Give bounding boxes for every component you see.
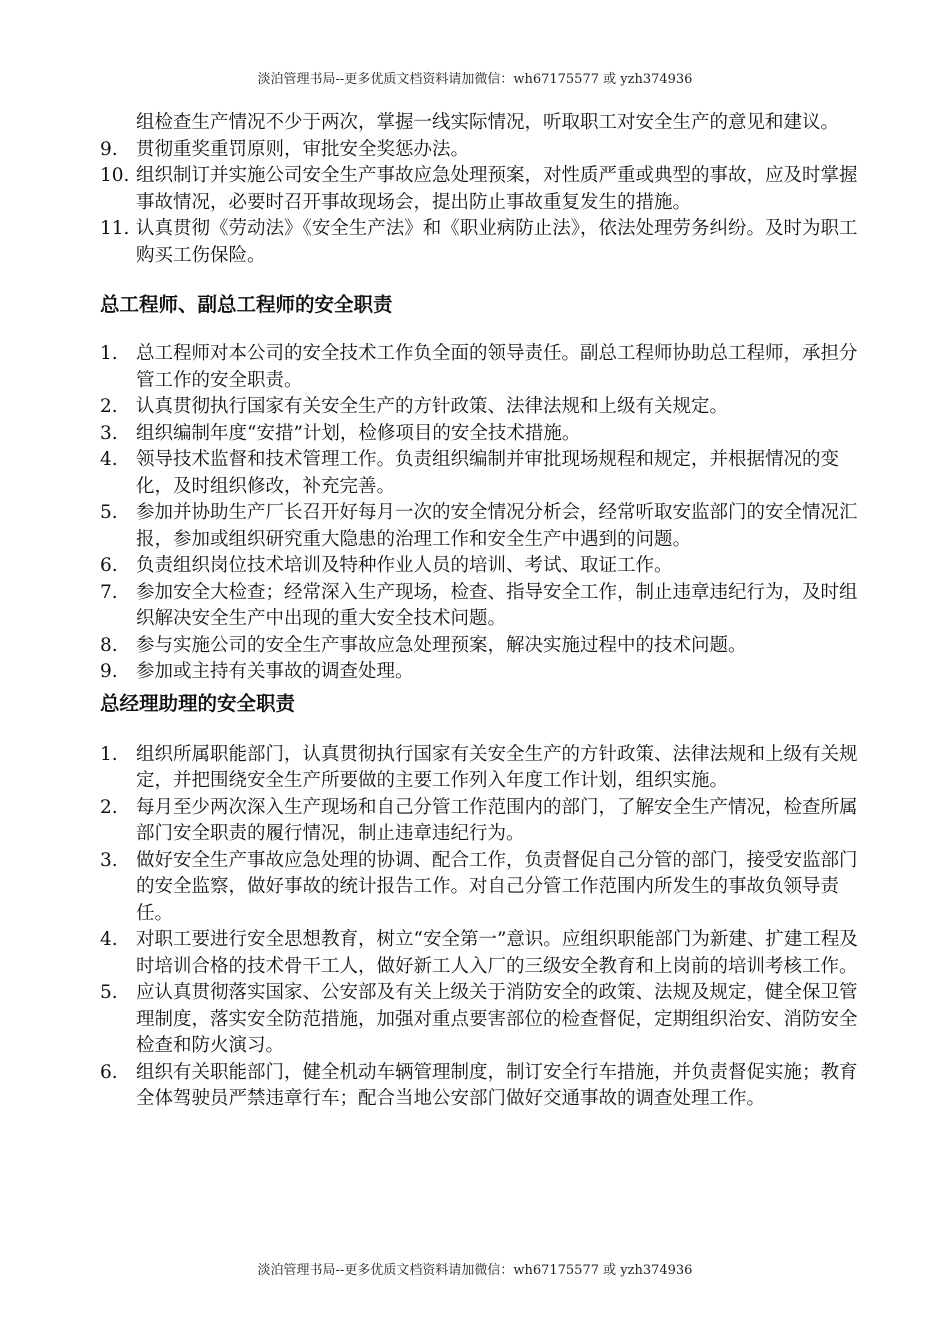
- list-item: [100, 341, 860, 394]
- item-text: 每月至少两次深入生产现场和自己分管工作范围内的部门，了解安全生产情况，检查所属部门安全职责的履行情况，制止违章违纪行为。: [136, 796, 858, 844]
- list-item: [100, 500, 860, 553]
- item-text: 贯彻重奖重罚原则，审批安全奖惩办法。: [136, 138, 470, 160]
- item-number: 2.: [100, 396, 118, 417]
- item-number: 10.: [100, 165, 130, 186]
- section-heading-chief-engineer: 总工程师、副总工程师的安全职责: [100, 293, 393, 316]
- item-number: 5.: [100, 982, 118, 1003]
- list-item: [100, 659, 860, 686]
- item-number: 4.: [100, 929, 118, 950]
- item-text: 领导技术监督和技术管理工作。负责组织编制并审批现场规程和规定，并根据情况的变化，及时组织修改，补充完善。: [136, 449, 840, 497]
- item-number: 2.: [100, 796, 118, 818]
- item-number: 3.: [100, 422, 118, 444]
- item-number: 1.: [100, 743, 118, 765]
- page-footer: 淡泊管理书局--更多优质文档资料请加微信：wh67175577 或 yzh374936: [257, 1263, 693, 1278]
- item-number: 6.: [100, 555, 118, 576]
- list-item: [100, 580, 860, 633]
- list-item: [100, 421, 860, 448]
- item-text: 组织制订并实施公司安全生产事故应急处理预案，对性质严重或典型的事故，应及时掌握事故情况，必要时召开事故现场会，提出防止事故重复发生的措施。: [136, 165, 858, 213]
- list-item: [100, 553, 860, 580]
- item-number: 4.: [100, 449, 118, 470]
- list-item: [100, 447, 860, 500]
- item-text: 应认真贯彻落实国家、公安部及有关上级关于消防安全的政策、法规及规定，健全保卫管理制度，落实安全防范措施，加强对重点要害部位的检查督促，定期组织治安、消防安全检查和防火演习。: [136, 982, 858, 1056]
- item-text: 组检查生产情况不少于两次，掌握一线实际情况，听取职工对安全生产的意见和建议。: [136, 112, 840, 133]
- item-text: 组织所属职能部门，认真贯彻执行国家有关安全生产的方针政策、法律法规和上级有关规定，并把围绕安全生产所要做的主要工作列入年度工作计划，组织实施。: [136, 743, 858, 791]
- item-text: 组织有关职能部门，健全机动车辆管理制度，制订安全行车措施，并负责督促实施；教育全体驾驶员严禁违章行车；配合当地公安部门做好交通事故的调查处理工作。: [136, 1061, 858, 1109]
- item-text: 组织编制年度“安措”计划，检修项目的安全技术措施。: [136, 422, 581, 444]
- list-item: [100, 137, 860, 164]
- list-item: [100, 163, 860, 216]
- list-item: [100, 795, 860, 848]
- item-text: 总工程师对本公司的安全技术工作负全面的领导责任。副总工程师协助总工程师，承担分管工作的安全职责。: [136, 343, 858, 391]
- item-text: 做好安全生产事故应急处理的协调、配合工作，负责督促自己分管的部门，接受安监部门的安全监察，做好事故的统计报告工作。对自己分管工作范围内所发生的事故负领导责任。: [136, 849, 858, 924]
- item-number: 6.: [100, 1061, 118, 1083]
- list-item: [100, 216, 860, 269]
- list-item-continuation: [100, 110, 860, 137]
- item-text: 参加或主持有关事故的调查处理。: [136, 661, 414, 682]
- item-text: 参与实施公司的安全生产事故应急处理预案，解决实施过程中的技术问题。: [136, 634, 747, 656]
- document-body: [100, 110, 860, 1113]
- item-number: 9.: [100, 661, 118, 682]
- item-text: 对职工要进行安全思想教育，树立“安全第一”意识。应组织职能部门为新建、扩建工程及时培训合格的技术骨干工人，做好新工人入厂的三级安全教育和上岗前的培训考核工作。: [136, 929, 858, 977]
- item-text: 负责组织岗位技术培训及特种作业人员的培训、考试、取证工作。: [136, 555, 673, 576]
- list-item: [100, 394, 860, 421]
- page-header: 淡泊管理书局--更多优质文档资料请加微信：wh67175577 或 yzh374936: [257, 72, 693, 87]
- list-item: [100, 848, 860, 928]
- list-item: [100, 980, 860, 1060]
- item-text: 认真贯彻《劳动法》《安全生产法》和《职业病防止法》，依法处理劳务纠纷。及时为职工购买工伤保险。: [136, 218, 858, 266]
- item-text: 认真贯彻执行国家有关安全生产的方针政策、法律法规和上级有关规定。: [136, 396, 729, 417]
- item-number: 11.: [100, 218, 130, 239]
- item-number: 3.: [100, 849, 118, 871]
- item-text: 参加安全大检查；经常深入生产现场，检查、指导安全工作，制止违章违纪行为，及时组织解决安全生产中出现的重大安全技术问题。: [136, 581, 858, 629]
- list-item: [100, 1060, 860, 1113]
- item-number: 9.: [100, 138, 118, 160]
- list-item: [100, 633, 860, 660]
- item-text: 参加并协助生产厂长召开好每月一次的安全情况分析会，经常听取安监部门的安全情况汇报，参加或组织研究重大隐患的治理工作和安全生产中遇到的问题。: [136, 502, 858, 550]
- list-item: [100, 742, 860, 795]
- item-number: 1.: [100, 343, 118, 364]
- item-number: 8.: [100, 634, 118, 656]
- item-number: 5.: [100, 502, 118, 523]
- item-number: 7.: [100, 581, 118, 603]
- section-heading-gm-assistant: 总经理助理的安全职责: [100, 691, 296, 715]
- list-item: [100, 927, 860, 980]
